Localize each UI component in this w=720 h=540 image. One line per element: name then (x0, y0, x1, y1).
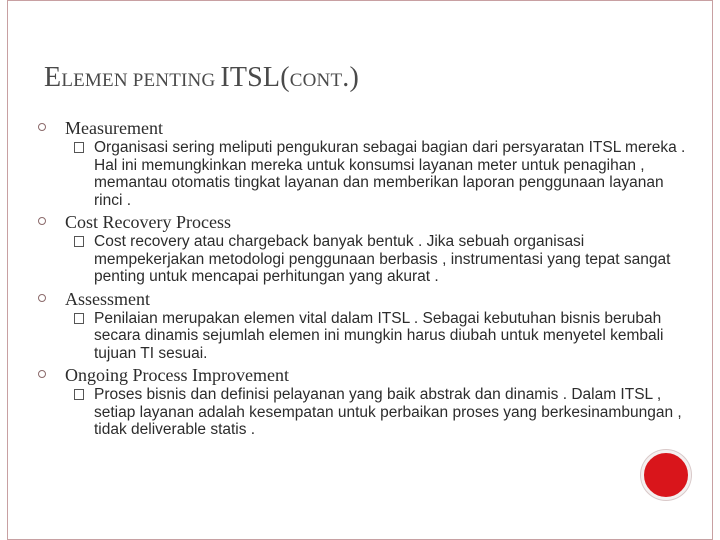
title-part: ITSL( (220, 62, 290, 93)
circle-bullet-icon (38, 217, 46, 225)
bullet-detail-text: Organisasi sering meliputi pengukuran sebagai bagian dari persyaratan ITSL mereka . Hal ini memungkinkan mereka untuk konsumsi layanan meter untuk penagihan , memantau otomatis tingkat layanan dan memberikan laporan penggunaan layanan rinci . (94, 139, 686, 209)
slide-frame-right (712, 0, 713, 540)
bullet-heading (38, 288, 688, 310)
bullet-heading-text: Ongoing Process Improvement (65, 365, 289, 385)
slide-title (44, 62, 359, 94)
circle-bullet-icon (38, 123, 46, 131)
title-part: E (44, 62, 62, 93)
bullet-detail (38, 139, 688, 209)
circle-bullet-icon (38, 370, 46, 378)
bullet-detail-text: Proses bisnis dan definisi pelayanan yang baik abstrak dan dinamis . Dalam ITSL , setiap layanan adalah kesempatan untuk perbaikan proses yang berkesinambungan , tidak deliverable statis . (94, 386, 682, 438)
title-part: .) (342, 62, 360, 93)
bullet-detail (38, 233, 688, 286)
bullet-heading (38, 211, 688, 233)
red-circle-decoration (641, 450, 691, 500)
square-bullet-icon (74, 236, 84, 247)
bullet-heading (38, 117, 688, 139)
bullet-detail (38, 310, 688, 363)
square-bullet-icon (74, 142, 84, 153)
slide-content (38, 116, 688, 441)
slide-frame-left (7, 0, 8, 540)
square-bullet-icon (74, 389, 84, 400)
bullet-heading-text: Cost Recovery Process (65, 212, 231, 232)
bullet-detail (38, 386, 688, 439)
circle-bullet-icon (38, 294, 46, 302)
title-part: LEMEN PENTING (61, 70, 221, 91)
bullet-detail-text: Penilaian merupakan elemen vital dalam ITSL . Sebagai kebutuhan bisnis berubah secara dinamis sejumlah elemen ini mungkin harus diubah untuk menyetel kembali tujuan TI sesuai. (94, 309, 664, 362)
bullet-detail-text: Cost recovery atau chargeback banyak bentuk . Jika sebuah organisasi mempekerjakan metodologi penggunaan berbasis , instrumentasi yang tepat sangat penting untuk mencapai perhitungan yang akurat . (94, 233, 671, 285)
square-bullet-icon (74, 313, 84, 324)
bullet-heading-text: Measurement (65, 118, 163, 138)
bullet-heading (38, 364, 688, 386)
slide-frame-top (7, 0, 713, 1)
bullet-heading-text: Assessment (65, 288, 150, 309)
title-part: CONT (289, 70, 343, 91)
